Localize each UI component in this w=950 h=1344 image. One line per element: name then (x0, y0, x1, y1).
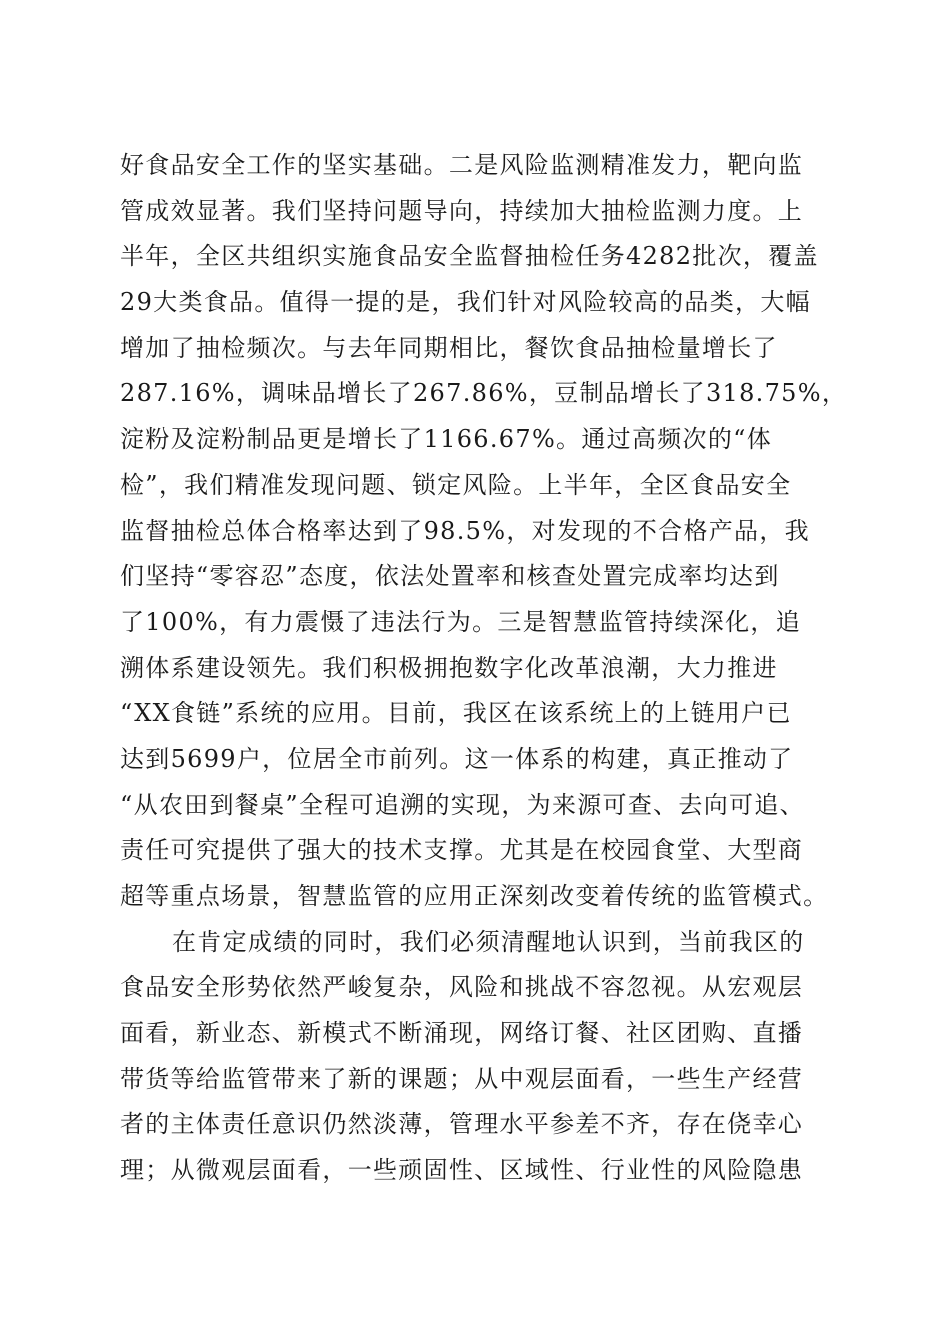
text-line: 淀粉及淀粉制品更是增长了1166.67%。通过高频次的“体 (120, 425, 773, 454)
text-line: 溯体系建设领先。我们积极拥抱数字化改革浪潮，大力推进 (120, 653, 778, 682)
paragraph-start-line: 在肯定成绩的同时，我们必须清醒地认识到，当前我区的 (172, 927, 805, 956)
text-line: 增加了抽检频次。与去年同期相比，餐饮食品抽检量增长了 (120, 333, 778, 362)
text-line: 半年，全区共组织实施食品安全监督抽检任务4282批次，覆盖 (120, 242, 819, 271)
text-line: “从农田到餐桌”全程可追溯的实现，为来源可查、去向可追、 (120, 790, 805, 819)
text-line: 们坚持“零容忍”态度，依法处置率和核查处置完成率均达到 (120, 562, 780, 591)
text-line: 食品安全形势依然严峻复杂，风险和挑战不容忽视。从宏观层 (120, 973, 804, 1002)
text-line: 监督抽检总体合格率达到了98.5%，对发现的不合格产品，我 (120, 516, 810, 545)
text-line: 管成效显著。我们坚持问题导向，持续加大抽检监测力度。上 (120, 196, 804, 225)
text-line: 29大类食品。值得一提的是，我们针对风险较高的品类，大幅 (120, 288, 811, 317)
text-line: 责任可究提供了强大的技术支撑。尤其是在校园食堂、大型商 (120, 836, 804, 865)
text-line: 287.16%，调味品增长了267.86%，豆制品增长了318.75%， (120, 379, 848, 408)
text-line: “XX食链”系统的应用。目前，我区在该系统上的上链用户已 (120, 699, 792, 728)
text-line: 者的主体责任意识仍然淡薄，管理水平参差不齐，存在侥幸心 (120, 1110, 804, 1139)
text-line: 达到5699户，位居全市前列。这一体系的构建，真正推动了 (120, 744, 794, 773)
text-line: 好食品安全工作的坚实基础。二是风险监测精准发力，靶向监 (120, 151, 804, 179)
text-line: 带货等给监管带来了新的课题；从中观层面看，一些生产经营 (120, 1064, 804, 1093)
document-body (120, 143, 848, 1194)
text-line: 面看，新业态、新模式不断涌现，网络订餐、社区团购、直播 (120, 1019, 804, 1048)
text-line: 理；从微观层面看，一些顽固性、区域性、行业性的风险隐患 (120, 1156, 804, 1185)
text-line: 检”，我们精准发现问题、锁定风险。上半年，全区食品安全 (120, 470, 792, 499)
text-line: 了100%，有力震慑了违法行为。三是智慧监管持续深化，追 (120, 607, 802, 636)
text-line: 超等重点场景，智慧监管的应用正深刻改变着传统的监管模式。 (120, 882, 829, 910)
